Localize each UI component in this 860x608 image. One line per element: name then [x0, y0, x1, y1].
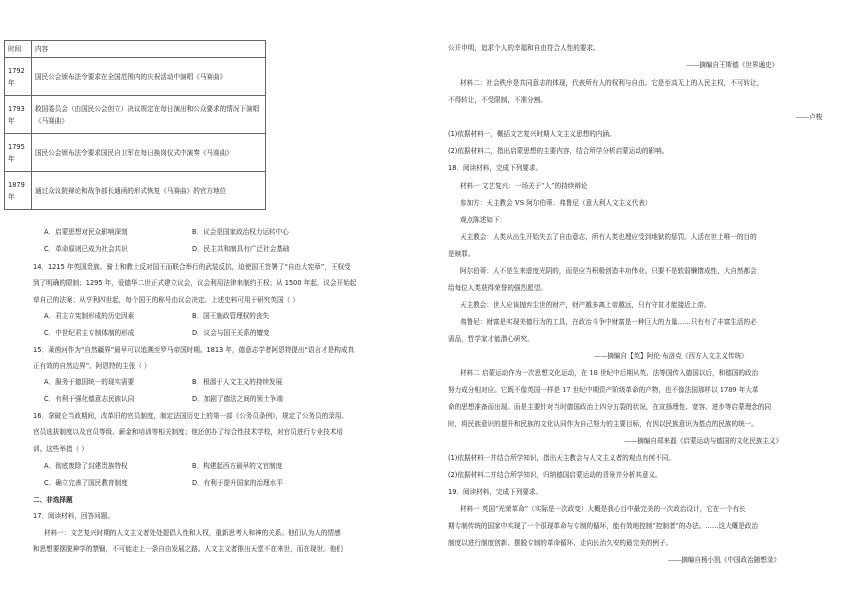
q19-source: ——摘编自杨小凯《中国政治随想录》 [668, 556, 781, 564]
table-row [5, 96, 266, 134]
q18-material1: 参加方：天主教会 VS 阿尔伯蒂、弗鲁尼（意大利人文主义代表） [460, 199, 652, 207]
q16-option-c: C．确立完善了国民教育制度 [44, 479, 128, 487]
q16-option-b: B．构建起西方最早的文官制度 [192, 462, 283, 470]
table-cell-year [5, 58, 32, 96]
q18-source: ——摘编自郑来磊《启蒙运动与德国的文化民族主义》 [624, 437, 783, 445]
q15-option-b: B．根源于人文主义的持续发展 [192, 378, 283, 386]
q17-ask: (1)依据材料一，概括文艺复兴时期人文主义思想的内涵。 [448, 130, 616, 138]
q17-material1-cont: 公开申明，追求个人的幸福和自由符合人性的要求。 [448, 44, 600, 52]
table-cell-content: 国民公会颁布法令要求在全国范围内的庆祝活动中演唱《马赛曲》 [32, 58, 266, 96]
q18-source: ——摘编自【英】阿伦·布洛克《西方人文主义传统》 [594, 352, 748, 360]
year-text: 1793 年 [8, 104, 25, 125]
q18-material1: 材料一 文艺复兴：一场关于“人”的持续辩论 [460, 182, 588, 190]
q19-material1: 期专制传统的国家中实现了一个很现革命与专制的循环，能有效地控制“控制者”的办法。……这大概是政治 [448, 522, 759, 530]
table-cell-content: 国民公会颁布法令要求国民自卫军在每日换岗仪式中演奏《马赛曲》 [32, 134, 266, 172]
table-row [5, 58, 266, 96]
q18-material1: 给每位人类获得荣誉的强烈愿望。 [448, 284, 547, 292]
q17-material1: 材料一：文艺复兴时期的人文主义者处处提倡人性和人权，重新思考人和神的关系。他们认为人的情感 [44, 529, 341, 537]
q16-option-a: A．彻底废除了封建贵族特权 [44, 462, 128, 470]
q13-option-b: B．议会是国家政治权力运转中心 [192, 228, 289, 236]
q15-option-a: A．服务于德国统一的现实需要 [44, 378, 135, 386]
q18-ask: (2)依据材料二并结合所学知识，归纳德国启蒙运动的背景并分析其意义。 [448, 471, 662, 479]
q19-material1: 材料一 英国“光荣革命”（实际是一次政变）大概是我心目中最完美的一次政治设计，它在一个有长 [460, 505, 746, 513]
q18-material1: 天主教会：世人应该抛弃尘世的财产，财产越多离上帝越远，只有守贫才能接近上帝。 [460, 301, 711, 309]
q18-material1: 阿尔伯蒂：人不是生来虚度光阴的，而是应当积极创造丰功伟业。只要不是软弱懒惰成性，大自然都会 [460, 267, 757, 275]
q15-line: 15．莱茵河作为“自然疆界”最早可以追溯至罗马帝国时期。1813 年，德意志学者阿恩特提出“语言才是构成真 [33, 346, 355, 354]
q16-line: 训。这些举措（ ） [33, 445, 88, 453]
q18-material1: 天主教会：人类从出生开始失去了自由意志，所有人类也理应受到地狱的惩罚。人活在世上唯一的目的 [460, 233, 757, 241]
table-cell-year [5, 134, 32, 172]
table-row [5, 172, 266, 210]
table-header-row [5, 41, 266, 58]
q18-material2: 时，将民族意识的提升和民族的文化认同作为自己努力的主要目标，有因以民族意识为基点的民族的统一。 [448, 420, 758, 428]
year-text: 1792 年 [8, 66, 25, 87]
q15-option-d: D．加剧了德法之间的领土争端 [192, 395, 283, 403]
q18-material2: 努力成分相对应。它既不像英国一样是 17 世纪中期资产阶级革命的产物，也不像法国那样以 1789 年大革 [448, 386, 759, 394]
q17-material2: 不得转让，不受限制，不准分割。 [448, 96, 547, 104]
q18-material1: 弗鲁尼：财富是实现美德行为的工具，在政治斗争中财富是一种巨大的力量……只有有了丰富生活的必 [460, 318, 757, 326]
q14-line: 草自己的法案；从亨利四世起，每个国王的称号由议会决定。上述史料可用于研究英国（ ） [33, 296, 299, 304]
table-cell-content: 通过众议院辩论和战争部长通函的形式恢复《马赛曲》的官方地位 [32, 172, 266, 210]
q14-option-d: D．议会与国王关系的嬗变 [192, 329, 270, 337]
year-text: 1795 年 [8, 142, 25, 163]
year-text: 1879 年 [8, 180, 25, 201]
q18-material1: 需品，哲学家才能潜心研究。 [448, 335, 534, 343]
q17-line: 17．阅读材料，回答问题。 [33, 512, 114, 520]
q19-line: 19．阅读材料，完成下列要求。 [448, 488, 543, 496]
table-row [5, 134, 266, 172]
q17-source: ——卢梭 [796, 113, 823, 121]
q18-material1: 观点陈述如下： [460, 216, 507, 224]
q18-ask: (1)依据材料一并结合所学知识，指出天主教会与人文主义者的观点有何不同。 [448, 454, 675, 462]
q14-option-c: C．中世纪君主专制体制的形成 [44, 329, 135, 337]
q15-option-c: C．有利于强化德意志民族认同 [44, 395, 135, 403]
q14-option-b: B．国王施政管理权的丧失 [192, 312, 270, 320]
q16-line: 官员选拔制度以及官员等级、薪金和培训等相关制度；他还创办了综合性技术学校，对官员进行专业技术培 [33, 428, 343, 436]
q13-option-c: C．革命原则已成为社会共识 [44, 245, 128, 253]
q13-option-d: D．民主共和制具有广泛社会基础 [192, 245, 290, 253]
q15-line: 正有效的自然边界”。阿恩特的主张（ ） [33, 362, 151, 370]
q18-line: 18．阅读材料，完成下列要求。 [448, 164, 543, 172]
table-cell-content: 救国委员会（由国民公会创立）决议规定在每日演出和公众要求的情况下演唱《马赛曲》 [32, 96, 266, 134]
q13-option-a: A．启蒙思想对民众影响深刻 [44, 228, 128, 236]
q14-line: 14．1215 年英国贵族、骑士和教士反对国王而联合举行的武装反抗，迫使国王签署了“自由大宪章”，王权受 [33, 263, 351, 271]
table-cell-year [5, 172, 32, 210]
history-table [4, 40, 266, 210]
q14-line: 到了明确的限制；1295 年，爱德华二世正式建立议会，议会利用法律来制约王权；从 1500 年起，议会开始起 [33, 279, 357, 287]
q18-material2: 命的思想准备而出现。而是主要针对当时德国政治上四分五裂的状况，在宣扬理性、宽容、进步等启蒙理念的同 [448, 403, 772, 411]
q17-ask: (2)依据材料二，指出启蒙思想的主要内容，结合所学分析启蒙运动的影响。 [448, 147, 669, 155]
q16-line: 16．拿破仑当政期间，改革旧的官员制度，制定法国历史上的第一部《公务员条例》，规定了公务员的录用、 [33, 412, 348, 420]
q18-material2: 材料二 启蒙运动作为一次思想文化运动，在 18 世纪中后期从英、法等国传入德国以后，和德国的政治 [460, 369, 759, 377]
q14-option-a: A．君主立宪制形成的历史因素 [44, 312, 135, 320]
q19-material1: 制度以进行制度创新、摆脱专制的革命循环、走向长治久安的最完美的例子。 [448, 539, 673, 547]
table-header-time: 时间 [5, 41, 32, 58]
q17-material1: 和思想要摆脱神学的禁锢，不可能走上一条自由发展之路。人文主义者推出天堂不在来世，而在现世。他们 [33, 545, 343, 553]
q17-source: ——摘编自王斯德《世界通史》 [686, 61, 779, 69]
q17-material2: 材料二：社会秩序是共同意志的体现，代表所有人的权利与自由。它是至高无上的人民主权，不可转让， [460, 79, 764, 87]
q16-option-d: D．有利于提升国家的治理水平 [192, 479, 283, 487]
q18-material1: 是赎罪。 [448, 250, 475, 258]
table-header-content: 内容 [32, 41, 266, 58]
section-heading: 二、非选择题 [33, 496, 73, 504]
table-cell-year [5, 96, 32, 134]
